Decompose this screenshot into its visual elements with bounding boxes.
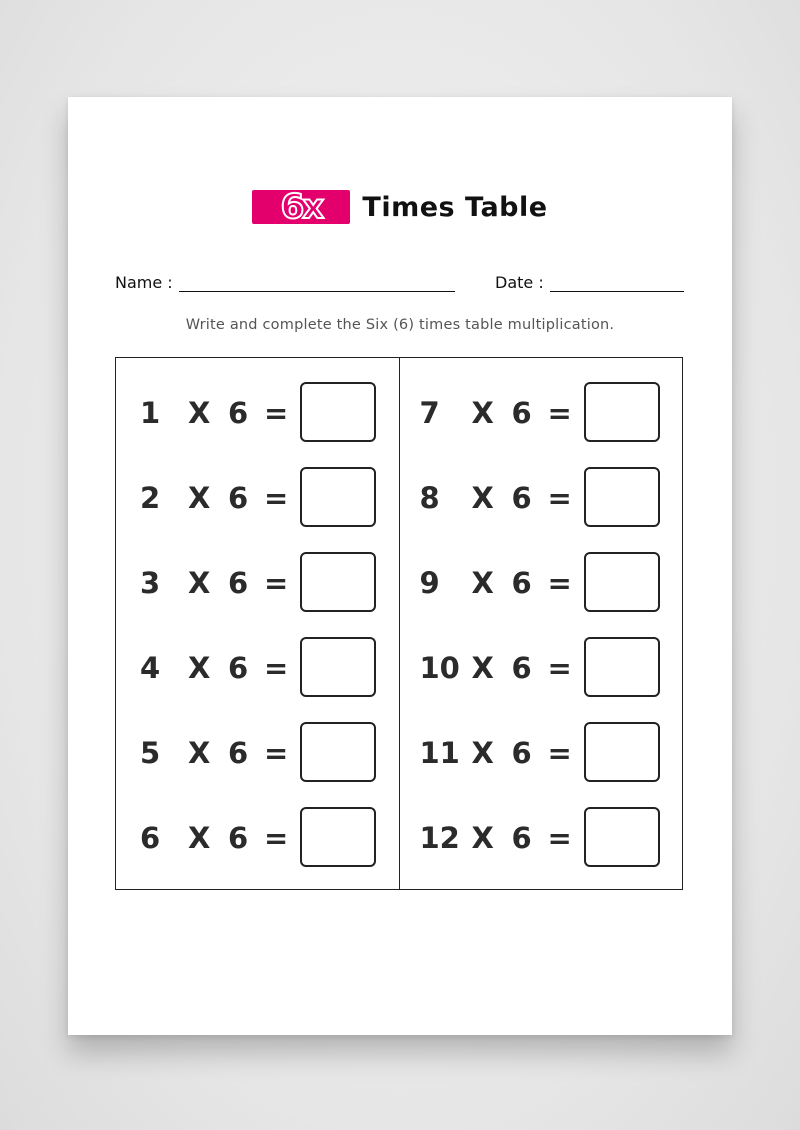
name-date-fields xyxy=(115,273,686,297)
answer-box[interactable] xyxy=(584,807,660,867)
multiplier: 6 xyxy=(228,651,249,685)
date-field[interactable] xyxy=(495,273,684,292)
problem-row xyxy=(400,467,683,529)
equals-sign: = xyxy=(264,566,289,600)
equals-sign: = xyxy=(547,651,572,685)
name-label: Name : xyxy=(115,273,173,292)
answer-box[interactable] xyxy=(300,722,376,782)
times-sign: X xyxy=(471,396,494,430)
answer-box[interactable] xyxy=(300,807,376,867)
equals-sign: = xyxy=(264,736,289,770)
multiplier: 6 xyxy=(511,821,532,855)
multiplicand: 7 xyxy=(419,396,440,430)
multiplicand: 4 xyxy=(140,651,161,685)
equals-sign: = xyxy=(547,481,572,515)
equals-sign: = xyxy=(547,736,572,770)
multiplier: 6 xyxy=(228,566,249,600)
multiplicand: 2 xyxy=(140,481,161,515)
multiplier: 6 xyxy=(511,651,532,685)
multiplicand: 9 xyxy=(419,566,440,600)
worksheet-page xyxy=(68,97,732,1035)
name-blank-line[interactable] xyxy=(179,277,455,292)
times-sign: X xyxy=(471,481,494,515)
times-sign: X xyxy=(188,481,211,515)
badge-text: 6x xyxy=(280,187,323,227)
problem-row xyxy=(400,552,683,614)
times-sign: X xyxy=(188,396,211,430)
equals-sign: = xyxy=(547,566,572,600)
problem-row xyxy=(116,637,399,699)
times-sign: X xyxy=(188,566,211,600)
answer-box[interactable] xyxy=(300,382,376,442)
answer-box[interactable] xyxy=(584,637,660,697)
date-blank-line[interactable] xyxy=(550,277,684,292)
problem-row xyxy=(400,722,683,784)
date-label: Date : xyxy=(495,273,544,292)
equals-sign: = xyxy=(264,481,289,515)
problem-row xyxy=(116,467,399,529)
problems-column-left xyxy=(116,358,399,889)
answer-box[interactable] xyxy=(584,722,660,782)
problem-row xyxy=(116,552,399,614)
problem-row xyxy=(400,807,683,869)
answer-box[interactable] xyxy=(584,467,660,527)
multiplicand: 5 xyxy=(140,736,161,770)
multiplicand: 11 xyxy=(419,736,460,770)
multiplier: 6 xyxy=(228,396,249,430)
instruction-text: Write and complete the Six (6) times table multiplication. xyxy=(185,317,615,333)
multiplicand: 10 xyxy=(419,651,460,685)
times-sign: X xyxy=(471,651,494,685)
problems-column-right xyxy=(399,358,683,889)
answer-box[interactable] xyxy=(300,467,376,527)
times-sign: X xyxy=(471,566,494,600)
problem-row xyxy=(116,807,399,869)
answer-box[interactable] xyxy=(584,552,660,612)
answer-box[interactable] xyxy=(300,552,376,612)
times-sign: X xyxy=(471,821,494,855)
times-sign: X xyxy=(188,736,211,770)
multiplicand: 12 xyxy=(419,821,460,855)
worksheet-header xyxy=(68,189,732,225)
times-sign: X xyxy=(188,821,211,855)
six-times-badge-logo xyxy=(252,187,350,227)
equals-sign: = xyxy=(264,821,289,855)
problem-row xyxy=(400,637,683,699)
multiplier: 6 xyxy=(511,566,532,600)
problem-row xyxy=(116,722,399,784)
name-field[interactable] xyxy=(115,273,455,292)
multiplier: 6 xyxy=(511,396,532,430)
problem-row xyxy=(116,382,399,444)
multiplicand: 6 xyxy=(140,821,161,855)
multiplier: 6 xyxy=(228,821,249,855)
times-sign: X xyxy=(471,736,494,770)
multiplicand: 1 xyxy=(140,396,161,430)
times-sign: X xyxy=(188,651,211,685)
answer-box[interactable] xyxy=(584,382,660,442)
multiplier: 6 xyxy=(511,481,532,515)
multiplier: 6 xyxy=(511,736,532,770)
equals-sign: = xyxy=(547,821,572,855)
multiplier: 6 xyxy=(228,481,249,515)
equals-sign: = xyxy=(264,396,289,430)
multiplicand: 8 xyxy=(419,481,440,515)
problem-row xyxy=(400,382,683,444)
multiplier: 6 xyxy=(228,736,249,770)
page-title: Times Table xyxy=(362,191,548,223)
answer-box[interactable] xyxy=(300,637,376,697)
equals-sign: = xyxy=(547,396,572,430)
problems-grid xyxy=(115,357,683,890)
equals-sign: = xyxy=(264,651,289,685)
multiplicand: 3 xyxy=(140,566,161,600)
